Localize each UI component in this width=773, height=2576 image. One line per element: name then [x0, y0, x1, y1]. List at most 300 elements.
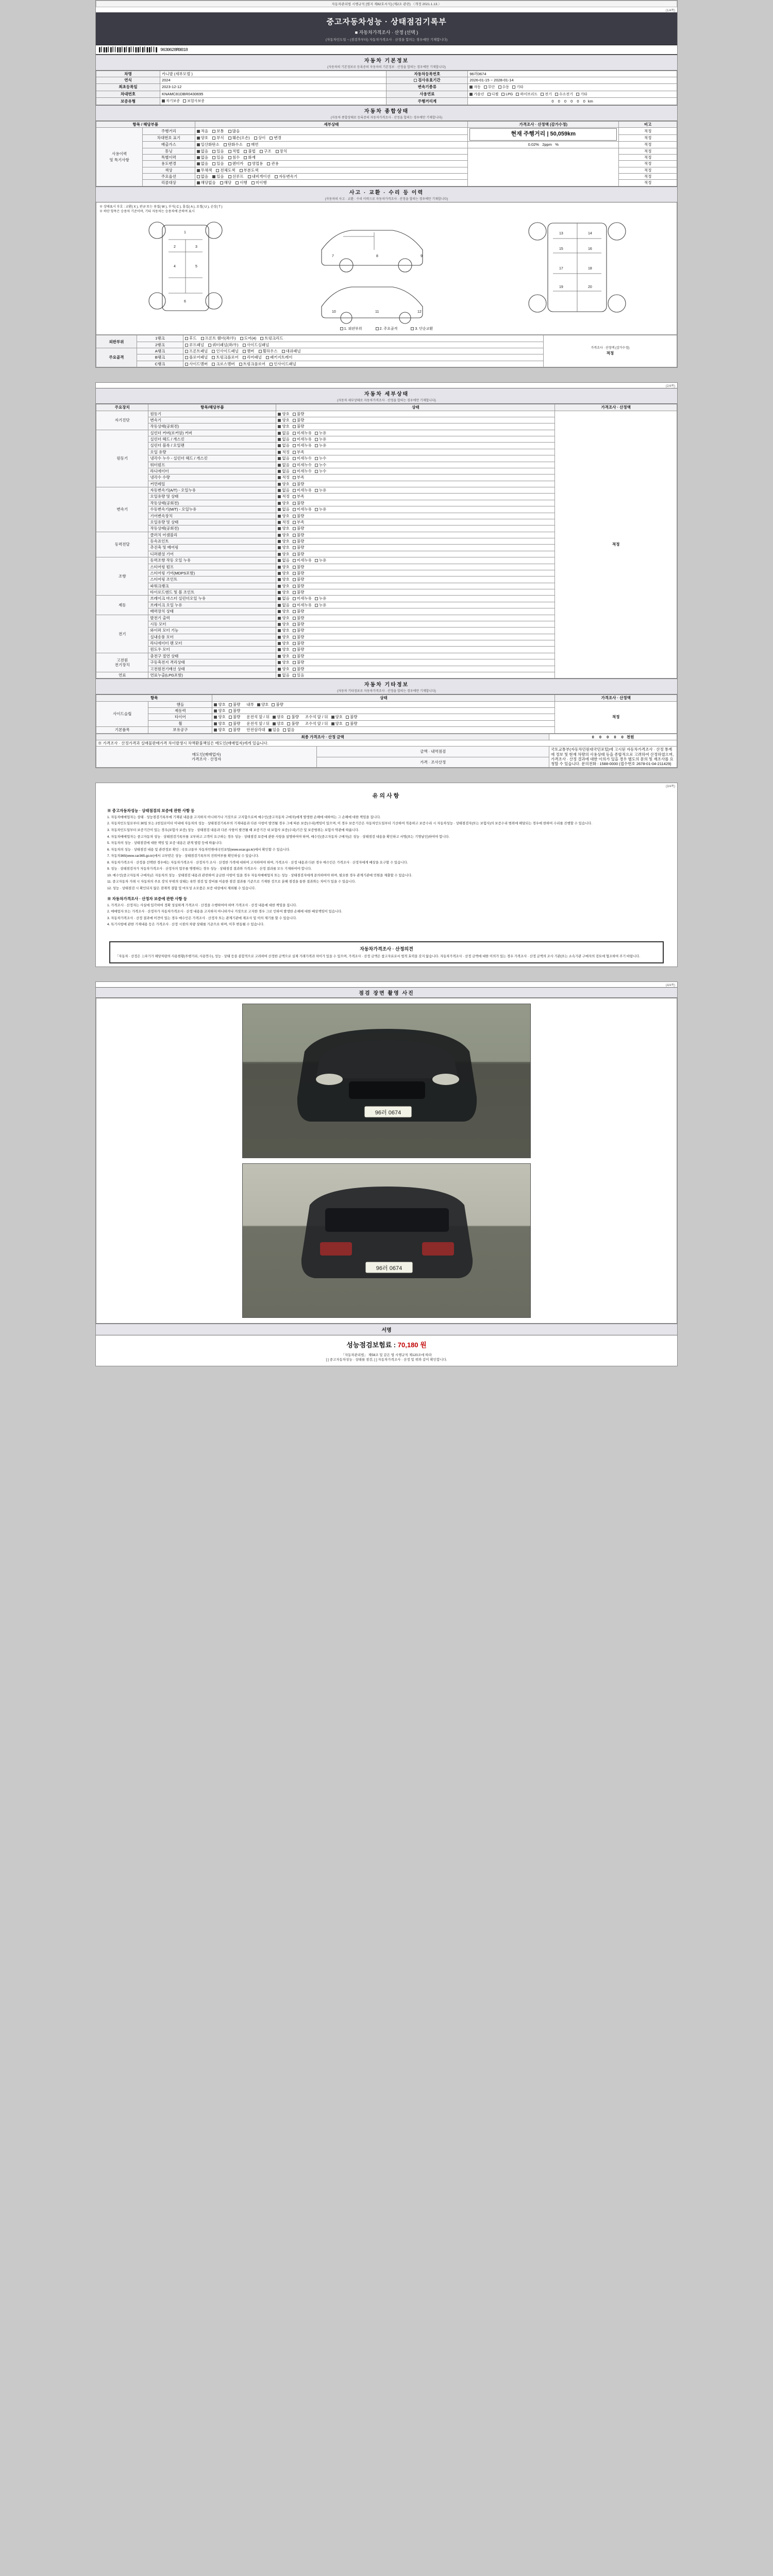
checkbox-icon[interactable] [243, 344, 246, 347]
checkbox-icon[interactable] [243, 356, 246, 359]
checkbox-icon[interactable] [293, 674, 296, 677]
opt-color-2[interactable]: 부분도색 [240, 168, 259, 173]
checkbox-icon[interactable] [278, 457, 281, 460]
opt-options-1[interactable]: 있음 [212, 174, 224, 179]
checkbox-icon[interactable] [267, 162, 270, 165]
checkbox-icon[interactable] [278, 534, 281, 537]
detail-opt-1[interactable]: 불량 [293, 628, 305, 633]
etc-opt-0[interactable]: 양호 [214, 708, 226, 713]
detail-opt-0[interactable]: 양호 [278, 635, 290, 639]
panel-item[interactable]: 크로스멤버 [212, 362, 234, 366]
detail-opt-2[interactable]: 누유 [315, 603, 327, 607]
detail-opt-2[interactable]: 누유 [315, 443, 327, 448]
checkbox-icon[interactable] [273, 722, 276, 725]
detail-opt-0[interactable]: 없음 [278, 469, 290, 473]
checkbox-icon[interactable] [293, 464, 296, 467]
detail-opt-1[interactable]: 불량 [293, 539, 305, 544]
etc-opt2-0[interactable]: 양호 [273, 715, 284, 719]
etc-opt-0[interactable]: 양호 [214, 721, 226, 726]
opt-emission-2[interactable]: 매연 [247, 142, 259, 147]
detail-opt-0[interactable]: 없음 [278, 558, 290, 563]
checkbox-icon[interactable] [278, 559, 281, 562]
opt-options-sub-1[interactable]: 내비게이션 [248, 174, 271, 179]
checkbox-icon[interactable] [260, 337, 263, 340]
checkbox-icon[interactable] [576, 93, 579, 96]
checkbox-icon[interactable] [278, 648, 281, 651]
checkbox-icon[interactable] [484, 86, 487, 89]
opt-emission-0[interactable]: 일산화탄소 [197, 142, 220, 147]
checkbox-icon[interactable] [293, 457, 296, 460]
detail-opt-1[interactable]: 불량 [293, 412, 305, 416]
etc-opt-0[interactable]: 양호 [214, 702, 226, 707]
checkbox-icon[interactable] [185, 363, 188, 366]
opt-special-1[interactable]: 있음 [212, 155, 224, 160]
opt-trans-3[interactable]: 기타 [512, 86, 524, 90]
checkbox-icon[interactable] [293, 648, 296, 651]
opt-usechange-sub-1[interactable]: 영업용 [248, 161, 263, 166]
checkbox-icon[interactable] [278, 655, 281, 658]
detail-opt-0[interactable]: 양호 [278, 526, 290, 531]
checkbox-icon[interactable] [278, 546, 281, 549]
checkbox-icon[interactable] [293, 585, 296, 588]
checkbox-icon[interactable] [214, 709, 217, 713]
etc-opt-0[interactable]: 양호 [214, 727, 226, 732]
checkbox-icon[interactable] [512, 86, 515, 89]
panel-item[interactable]: 도어(4) [240, 336, 257, 341]
checkbox-icon[interactable] [197, 156, 200, 159]
checkbox-icon[interactable] [278, 489, 281, 492]
checkbox-icon[interactable] [293, 425, 296, 428]
detail-opt-0[interactable]: 적정 [278, 494, 290, 499]
detail-opt-2[interactable]: 누유 [315, 507, 327, 512]
detail-opt-1[interactable]: 미세누유 [293, 603, 312, 607]
detail-opt-2[interactable]: 누수 [315, 469, 327, 473]
checkbox-icon[interactable] [293, 527, 296, 530]
opt-fuel-0[interactable]: 가솔린 [469, 93, 484, 97]
detail-opt-1[interactable]: 불량 [293, 584, 305, 588]
detail-opt-0[interactable]: 양호 [278, 514, 290, 518]
checkbox-icon[interactable] [162, 99, 165, 103]
checkbox-icon[interactable] [212, 175, 215, 178]
detail-opt-0[interactable]: 없음 [278, 431, 290, 435]
checkbox-icon[interactable] [212, 137, 215, 140]
checkbox-icon[interactable] [275, 175, 278, 178]
checkbox-icon[interactable] [282, 350, 285, 353]
detail-opt-0[interactable]: 양호 [278, 622, 290, 626]
opt-vin-2[interactable]: 훼손(오손) [228, 135, 250, 140]
checkbox-icon[interactable] [228, 162, 231, 165]
checkbox-icon[interactable] [293, 566, 296, 569]
opt-tuning-sub-0[interactable]: 적법 [228, 149, 240, 154]
checkbox-icon[interactable] [278, 527, 281, 530]
checkbox-icon[interactable] [278, 521, 281, 524]
checkbox-icon[interactable] [293, 540, 296, 543]
checkbox-icon[interactable] [214, 722, 217, 725]
checkbox-icon[interactable] [260, 150, 263, 153]
checkbox-icon[interactable] [251, 181, 255, 184]
checkbox-icon[interactable] [236, 181, 239, 184]
checkbox-icon[interactable] [272, 703, 275, 706]
checkbox-icon[interactable] [273, 716, 276, 719]
checkbox-icon[interactable] [293, 432, 296, 435]
opt-color-0[interactable]: 무채색 [197, 168, 212, 173]
etc-opt2-0[interactable]: 있음 [268, 727, 280, 732]
checkbox-icon[interactable] [278, 540, 281, 543]
panel-item[interactable]: 프론트패널 [185, 349, 208, 353]
detail-opt-1[interactable]: 불량 [293, 641, 305, 646]
checkbox-icon[interactable] [293, 668, 296, 671]
detail-opt-0[interactable]: 양호 [278, 660, 290, 665]
checkbox-icon[interactable] [278, 444, 281, 447]
checkbox-icon[interactable] [278, 451, 281, 454]
panel-item[interactable]: 패키지트레이 [266, 355, 292, 360]
detail-opt-0[interactable]: 양호 [278, 590, 290, 595]
etc-opt2-1[interactable]: 불량 [287, 715, 299, 719]
detail-opt-0[interactable]: 없음 [278, 507, 290, 512]
detail-opt-0[interactable]: 없음 [278, 603, 290, 607]
checkbox-icon[interactable] [259, 350, 262, 353]
checkbox-icon[interactable] [293, 578, 296, 581]
checkbox-icon[interactable] [197, 130, 200, 133]
etc-opt3-0[interactable]: 양호 [331, 715, 343, 719]
opt-vin-1[interactable]: 부식 [212, 135, 224, 140]
etc-opt3-1[interactable]: 불량 [346, 715, 358, 719]
checkbox-icon[interactable] [315, 597, 318, 600]
checkbox-icon[interactable] [278, 515, 281, 518]
detail-opt-0[interactable]: 양호 [278, 412, 290, 416]
etc-opt-1[interactable]: 불량 [229, 721, 241, 726]
opt-vin-3[interactable]: 상이 [254, 135, 266, 140]
checkbox-icon[interactable] [185, 344, 188, 347]
checkbox-icon[interactable] [278, 432, 281, 435]
etc-opt-0[interactable]: 양호 [214, 715, 226, 719]
checkbox-icon[interactable] [197, 150, 200, 153]
checkbox-icon[interactable] [287, 716, 290, 719]
detail-opt-1[interactable]: 불량 [293, 577, 305, 582]
opt-usechange-sub-0[interactable]: 렌터카 [228, 161, 244, 166]
detail-opt-1[interactable]: 미세누유 [293, 596, 312, 601]
detail-opt-1[interactable]: 불량 [293, 552, 305, 556]
detail-opt-0[interactable]: 양호 [278, 418, 290, 422]
detail-opt-0[interactable]: 양호 [278, 571, 290, 575]
panel-item[interactable]: 대쉬패널 [282, 349, 301, 353]
checkbox-icon[interactable] [283, 728, 286, 732]
checkbox-icon[interactable] [228, 175, 231, 178]
detail-opt-0[interactable]: 양호 [278, 647, 290, 652]
opt-options-sub-2[interactable]: 자동변속기 [275, 174, 297, 179]
checkbox-icon[interactable] [293, 515, 296, 518]
detail-opt-0[interactable]: 양호 [278, 545, 290, 550]
checkbox-icon[interactable] [214, 703, 217, 706]
checkbox-icon[interactable] [293, 489, 296, 492]
detail-opt-0[interactable]: 없음 [278, 488, 290, 493]
detail-opt-1[interactable]: 불량 [293, 571, 305, 575]
etc-opt2-0[interactable]: 양호 [257, 702, 269, 707]
detail-opt-1[interactable]: 미세누유 [293, 488, 312, 493]
panel-item[interactable]: 후드 [185, 336, 197, 341]
checkbox-icon[interactable] [469, 86, 473, 89]
checkbox-icon[interactable] [293, 508, 296, 511]
checkbox-icon[interactable] [243, 350, 246, 353]
checkbox-icon[interactable] [340, 327, 343, 330]
checkbox-icon[interactable] [278, 502, 281, 505]
detail-opt-1[interactable]: 불량 [293, 514, 305, 518]
checkbox-icon[interactable] [212, 162, 215, 165]
checkbox-icon[interactable] [229, 703, 232, 706]
checkbox-icon[interactable] [244, 156, 247, 159]
opt-tuning-1[interactable]: 있음 [212, 149, 224, 154]
detail-opt-0[interactable]: 없음 [278, 456, 290, 461]
checkbox-icon[interactable] [293, 502, 296, 505]
opt-fuel-6[interactable]: 기타 [576, 93, 587, 97]
detail-opt-1[interactable]: 미세누유 [293, 437, 312, 442]
checkbox-icon[interactable] [293, 629, 296, 632]
checkbox-icon[interactable] [197, 143, 200, 146]
checkbox-icon[interactable] [516, 93, 519, 96]
detail-opt-1[interactable]: 불량 [293, 501, 305, 505]
checkbox-icon[interactable] [212, 156, 215, 159]
checkbox-icon[interactable] [183, 99, 186, 103]
panel-item[interactable]: 사이드멤버 [185, 362, 208, 366]
opt-mileage-0[interactable]: 적음 [197, 129, 209, 133]
panel-item[interactable]: 인사이드패널 [270, 362, 296, 366]
etc-opt-1[interactable]: 불량 [229, 708, 241, 713]
detail-opt-0[interactable]: 양호 [278, 539, 290, 544]
checkbox-icon[interactable] [244, 150, 247, 153]
checkbox-icon[interactable] [498, 86, 501, 89]
checkbox-icon[interactable] [278, 578, 281, 581]
checkbox-icon[interactable] [278, 623, 281, 626]
checkbox-icon[interactable] [278, 591, 281, 594]
checkbox-icon[interactable] [293, 597, 296, 600]
detail-opt-0[interactable]: 적정 [278, 450, 290, 454]
checkbox-icon[interactable] [247, 143, 250, 146]
detail-opt-1[interactable]: 미세누유 [293, 431, 312, 435]
checkbox-icon[interactable] [278, 495, 281, 498]
detail-opt-0[interactable]: 양호 [278, 482, 290, 486]
detail-opt-2[interactable]: 누유 [315, 488, 327, 493]
checkbox-icon[interactable] [287, 722, 290, 725]
detail-opt-0[interactable]: 양호 [278, 641, 290, 646]
checkbox-icon[interactable] [346, 716, 349, 719]
checkbox-icon[interactable] [555, 93, 558, 96]
opt-tuning-0[interactable]: 없음 [197, 149, 209, 154]
opt-fuel-2[interactable]: LPG [501, 93, 513, 97]
opt-mileage-1[interactable]: 보통 [212, 129, 224, 133]
checkbox-icon[interactable] [278, 438, 281, 441]
checkbox-icon[interactable] [214, 728, 217, 732]
checkbox-icon[interactable] [212, 350, 215, 353]
opt-recall-0[interactable]: 해당없음 [197, 180, 216, 185]
etc-opt3-0[interactable]: 양호 [331, 721, 343, 726]
detail-opt-1[interactable]: 불량 [293, 590, 305, 595]
checkbox-icon[interactable] [315, 444, 318, 447]
panel-item[interactable]: 프론트 휀더(좌/우) [201, 336, 236, 341]
checkbox-icon[interactable] [293, 546, 296, 549]
checkbox-icon[interactable] [469, 93, 473, 96]
checkbox-icon[interactable] [293, 495, 296, 498]
detail-opt-0[interactable]: 없음 [278, 443, 290, 448]
opt-recall-sub-0[interactable]: 이행 [236, 180, 247, 185]
checkbox-icon[interactable] [293, 572, 296, 575]
opt-mileage-2[interactable]: 많음 [228, 129, 240, 133]
opt-recall-sub-1[interactable]: 미이행 [251, 180, 267, 185]
checkbox-icon[interactable] [293, 591, 296, 594]
checkbox-icon[interactable] [278, 636, 281, 639]
checkbox-icon[interactable] [228, 156, 231, 159]
checkbox-icon[interactable] [197, 175, 200, 178]
checkbox-icon[interactable] [293, 617, 296, 620]
checkbox-icon[interactable] [197, 169, 200, 172]
opt-vin-4[interactable]: 변경 [270, 135, 281, 140]
detail-opt-0[interactable]: 없음 [278, 437, 290, 442]
detail-opt-2[interactable]: 누유 [315, 437, 327, 442]
opt-fuel-4[interactable]: 전기 [541, 93, 552, 97]
checkbox-icon[interactable] [208, 344, 211, 347]
checkbox-icon[interactable] [331, 722, 334, 725]
checkbox-icon[interactable] [293, 604, 296, 607]
checkbox-icon[interactable] [346, 722, 349, 725]
detail-opt-1[interactable]: 불량 [293, 654, 305, 658]
checkbox-icon[interactable] [229, 716, 232, 719]
checkbox-icon[interactable] [228, 137, 231, 140]
checkbox-icon[interactable] [268, 728, 272, 732]
checkbox-icon[interactable] [240, 337, 243, 340]
opt-fuel-3[interactable]: 하이브리드 [516, 93, 537, 97]
panel-item[interactable]: 사이드실패널 [243, 343, 269, 347]
checkbox-icon[interactable] [278, 668, 281, 671]
checkbox-icon[interactable] [276, 150, 279, 153]
detail-opt-1[interactable]: 불량 [293, 482, 305, 486]
opt-special-sub-1[interactable]: 화재 [244, 155, 256, 160]
panel-item[interactable]: 인사이드패널 [212, 349, 238, 353]
checkbox-icon[interactable] [278, 508, 281, 511]
detail-opt-1[interactable]: 불량 [293, 533, 305, 537]
checkbox-icon[interactable] [278, 617, 281, 620]
detail-opt-1[interactable]: 미세누유 [293, 558, 312, 563]
checkbox-icon[interactable] [411, 327, 414, 330]
opt-fuel-1[interactable]: 디젤 [488, 93, 499, 97]
detail-opt-1[interactable]: 불량 [293, 526, 305, 531]
checkbox-icon[interactable] [293, 661, 296, 664]
checkbox-icon[interactable] [278, 597, 281, 600]
panel-item[interactable]: 쿼터패널(좌/우) [208, 343, 239, 347]
etc-opt-1[interactable]: 불량 [229, 702, 241, 707]
detail-opt-0[interactable]: 적정 [278, 520, 290, 524]
opt-tuning-sub2-0[interactable]: 구조 [260, 149, 272, 154]
checkbox-icon[interactable] [212, 356, 215, 359]
opt-options-0[interactable]: 없음 [197, 174, 209, 179]
checkbox-icon[interactable] [293, 483, 296, 486]
checkbox-icon[interactable] [293, 451, 296, 454]
checkbox-icon[interactable] [293, 438, 296, 441]
detail-opt-1[interactable]: 불량 [293, 660, 305, 665]
checkbox-icon[interactable] [212, 363, 215, 366]
checkbox-icon[interactable] [278, 419, 281, 422]
checkbox-icon[interactable] [293, 623, 296, 626]
opt-special-0[interactable]: 없음 [197, 155, 209, 160]
etc-opt3-1[interactable]: 불량 [346, 721, 358, 726]
opt-warranty-1[interactable]: 보험사보증 [183, 99, 205, 104]
checkbox-icon[interactable] [228, 150, 231, 153]
checkbox-icon[interactable] [293, 419, 296, 422]
detail-opt-1[interactable]: 불량 [293, 667, 305, 671]
detail-opt-1[interactable]: 불량 [293, 424, 305, 429]
checkbox-icon[interactable] [315, 457, 318, 460]
checkbox-icon[interactable] [331, 716, 334, 719]
opt-usechange-1[interactable]: 있음 [212, 161, 224, 166]
detail-opt-1[interactable]: 부족 [293, 475, 305, 480]
detail-opt-0[interactable]: 양호 [278, 609, 290, 614]
checkbox-icon[interactable] [278, 661, 281, 664]
checkbox-icon[interactable] [315, 489, 318, 492]
checkbox-icon[interactable] [197, 162, 200, 165]
panel-item[interactable]: 루프패널 [185, 343, 204, 347]
panel-item[interactable]: 트렁크플로어 [239, 362, 265, 366]
opt-warranty-0[interactable]: 자기보증 [162, 99, 180, 104]
detail-opt-0[interactable]: 양호 [278, 584, 290, 588]
panel-item[interactable]: 멤버 [243, 349, 255, 353]
checkbox-icon[interactable] [278, 553, 281, 556]
checkbox-icon[interactable] [293, 444, 296, 447]
checkbox-icon[interactable] [254, 137, 257, 140]
checkbox-icon[interactable] [293, 521, 296, 524]
opt-recall-1[interactable]: 해당 [220, 180, 232, 185]
checkbox-icon[interactable] [293, 642, 296, 645]
checkbox-icon[interactable] [185, 356, 188, 359]
etc-opt2-1[interactable]: 불량 [287, 721, 299, 726]
checkbox-icon[interactable] [293, 413, 296, 416]
detail-opt-0[interactable]: 없음 [278, 673, 290, 677]
checkbox-icon[interactable] [270, 137, 273, 140]
detail-opt-0[interactable]: 양호 [278, 424, 290, 429]
checkbox-icon[interactable] [278, 629, 281, 632]
opt-tuning-sub-1[interactable]: 불법 [244, 149, 256, 154]
checkbox-icon[interactable] [278, 483, 281, 486]
checkbox-icon[interactable] [229, 722, 232, 725]
opt-fuel-5[interactable]: 수소전기 [555, 93, 573, 97]
checkbox-icon[interactable] [212, 130, 215, 133]
checkbox-icon[interactable] [185, 350, 188, 353]
opt-emission-1[interactable]: 탄화수소 [224, 142, 243, 147]
checkbox-icon[interactable] [315, 604, 318, 607]
detail-opt-0[interactable]: 양호 [278, 552, 290, 556]
detail-opt-2[interactable]: 누수 [315, 456, 327, 461]
checkbox-icon[interactable] [315, 464, 318, 467]
opt-usechange-sub-2[interactable]: 관용 [267, 161, 279, 166]
detail-opt-1[interactable]: 미세누수 [293, 456, 312, 461]
checkbox-icon[interactable] [315, 559, 318, 562]
checkbox-icon[interactable] [270, 363, 273, 366]
detail-opt-0[interactable]: 없음 [278, 463, 290, 467]
opt-special-sub-0[interactable]: 침수 [228, 155, 240, 160]
opt-trans-0[interactable]: 자동 [469, 86, 481, 90]
checkbox-icon[interactable] [248, 162, 251, 165]
etc-opt-1[interactable]: 불량 [229, 727, 241, 732]
opt-color-1[interactable]: 전체도색 [216, 168, 235, 173]
etc-opt2-0[interactable]: 양호 [273, 721, 284, 726]
detail-opt-0[interactable]: 양호 [278, 654, 290, 658]
checkbox-icon[interactable] [278, 604, 281, 607]
checkbox-icon[interactable] [315, 470, 318, 473]
checkbox-icon[interactable] [257, 703, 260, 706]
checkbox-icon[interactable] [197, 137, 200, 140]
detail-opt-2[interactable]: 누유 [315, 596, 327, 601]
checkbox-icon[interactable] [315, 432, 318, 435]
opt-trans-1[interactable]: 무단 [484, 86, 495, 90]
detail-opt-1[interactable]: 불량 [293, 647, 305, 652]
detail-opt-0[interactable]: 양호 [278, 501, 290, 505]
